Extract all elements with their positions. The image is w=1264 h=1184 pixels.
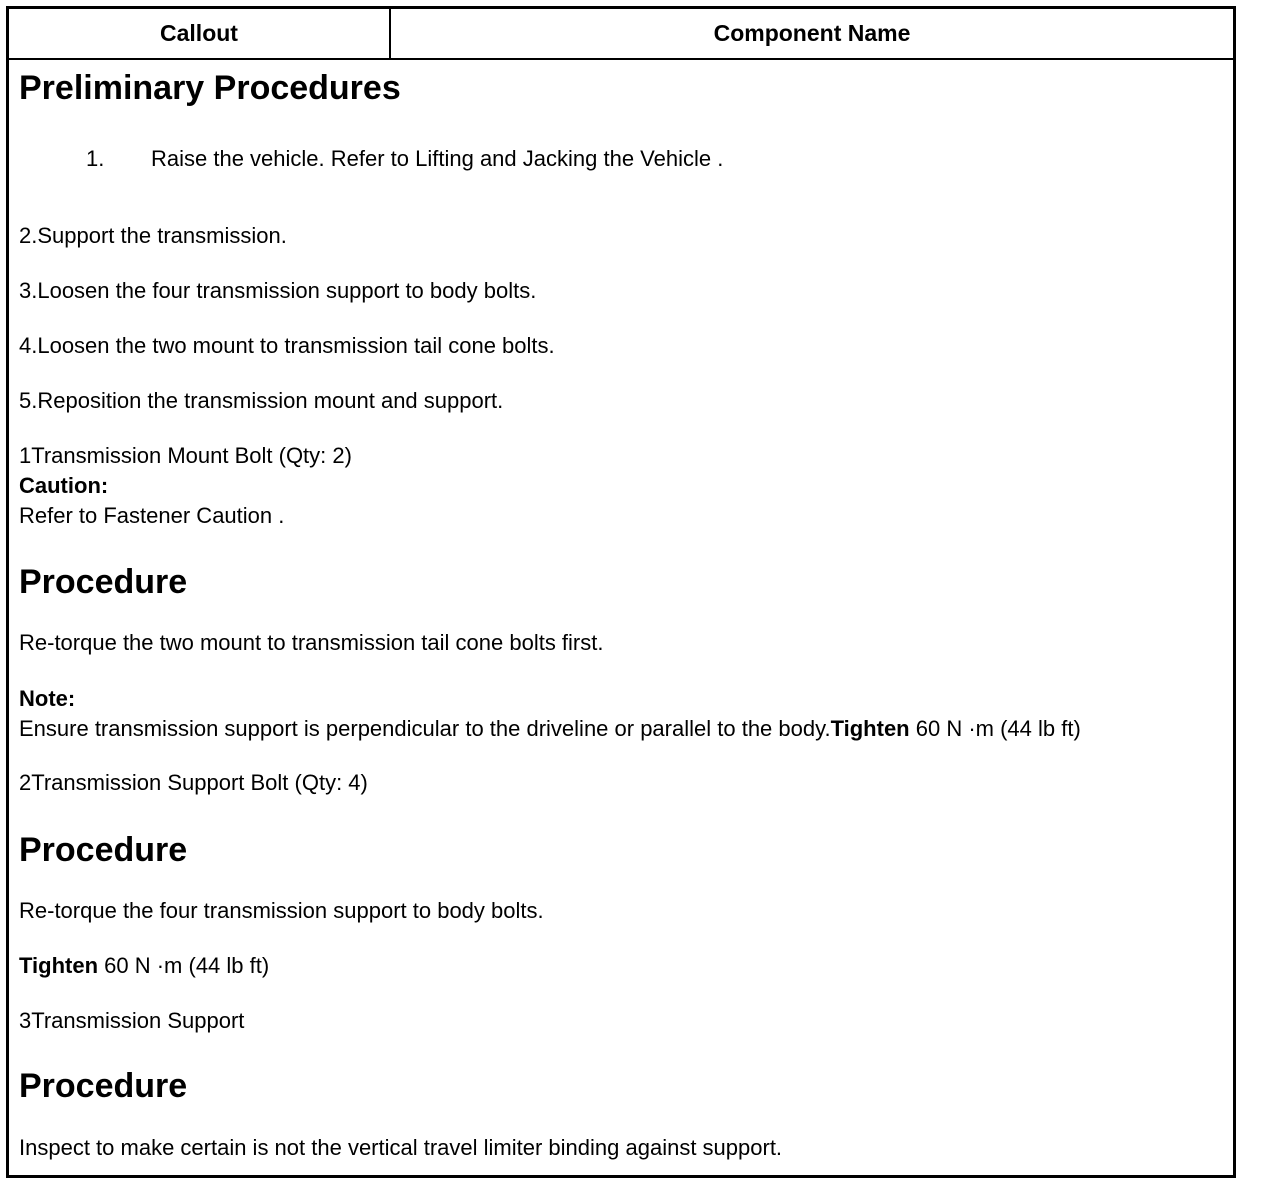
component-2-tighten-line (19, 953, 269, 979)
preliminary-procedures-heading: Preliminary Procedures (19, 69, 401, 107)
step-3-text: 3.Loosen the four transmission support to body bolts. (19, 278, 537, 303)
component-2-tighten-value: 60 N ·m (44 lb ft) (98, 953, 270, 978)
component-1-procedure-heading: Procedure (19, 563, 188, 601)
component-2-procedure-heading: Procedure (19, 831, 188, 869)
note-label: Note: (19, 686, 76, 711)
component-1-tighten-label: Tighten (830, 716, 910, 741)
step-5-text: 5.Reposition the transmission mount and support. (19, 388, 504, 413)
component-1-procedure-text: Re-torque the two mount to transmission tail cone bolts first. (19, 630, 604, 655)
caution-label: Caution: (19, 473, 109, 498)
component-2-title: 2Transmission Support Bolt (Qty: 4) (19, 770, 368, 795)
caution-text: Refer to Fastener Caution . (19, 503, 285, 528)
header-callout: Callout (9, 9, 391, 58)
step-2-text: 2.Support the transmission. (19, 223, 287, 248)
component-1-tighten-value: 60 N ·m (44 lb ft) (909, 716, 1081, 741)
component-3-title: 3Transmission Support (19, 1008, 245, 1033)
component-2-procedure-text: Re-torque the four transmission support to body bolts. (19, 898, 544, 923)
component-3-procedure-text: Inspect to make certain is not the vertical travel limiter binding against support. (19, 1135, 783, 1160)
note-line (19, 716, 1081, 742)
table-header-row (9, 9, 1233, 60)
table-body (9, 60, 1233, 1175)
component-2-tighten-label: Tighten (19, 953, 99, 978)
component-1-title: 1Transmission Mount Bolt (Qty: 2) (19, 443, 352, 468)
note-text: Ensure transmission support is perpendicular to the driveline or parallel to the body. (19, 716, 831, 741)
header-component-name: Component Name (713, 20, 911, 46)
step-4-text: 4.Loosen the two mount to transmission tail cone bolts. (19, 333, 555, 358)
procedure-table (6, 6, 1236, 1178)
step-1-number: 1. (86, 146, 105, 171)
component-3-procedure-heading: Procedure (19, 1067, 188, 1105)
step-1-text: Raise the vehicle. Refer to Lifting and Jacking the Vehicle . (151, 146, 724, 171)
